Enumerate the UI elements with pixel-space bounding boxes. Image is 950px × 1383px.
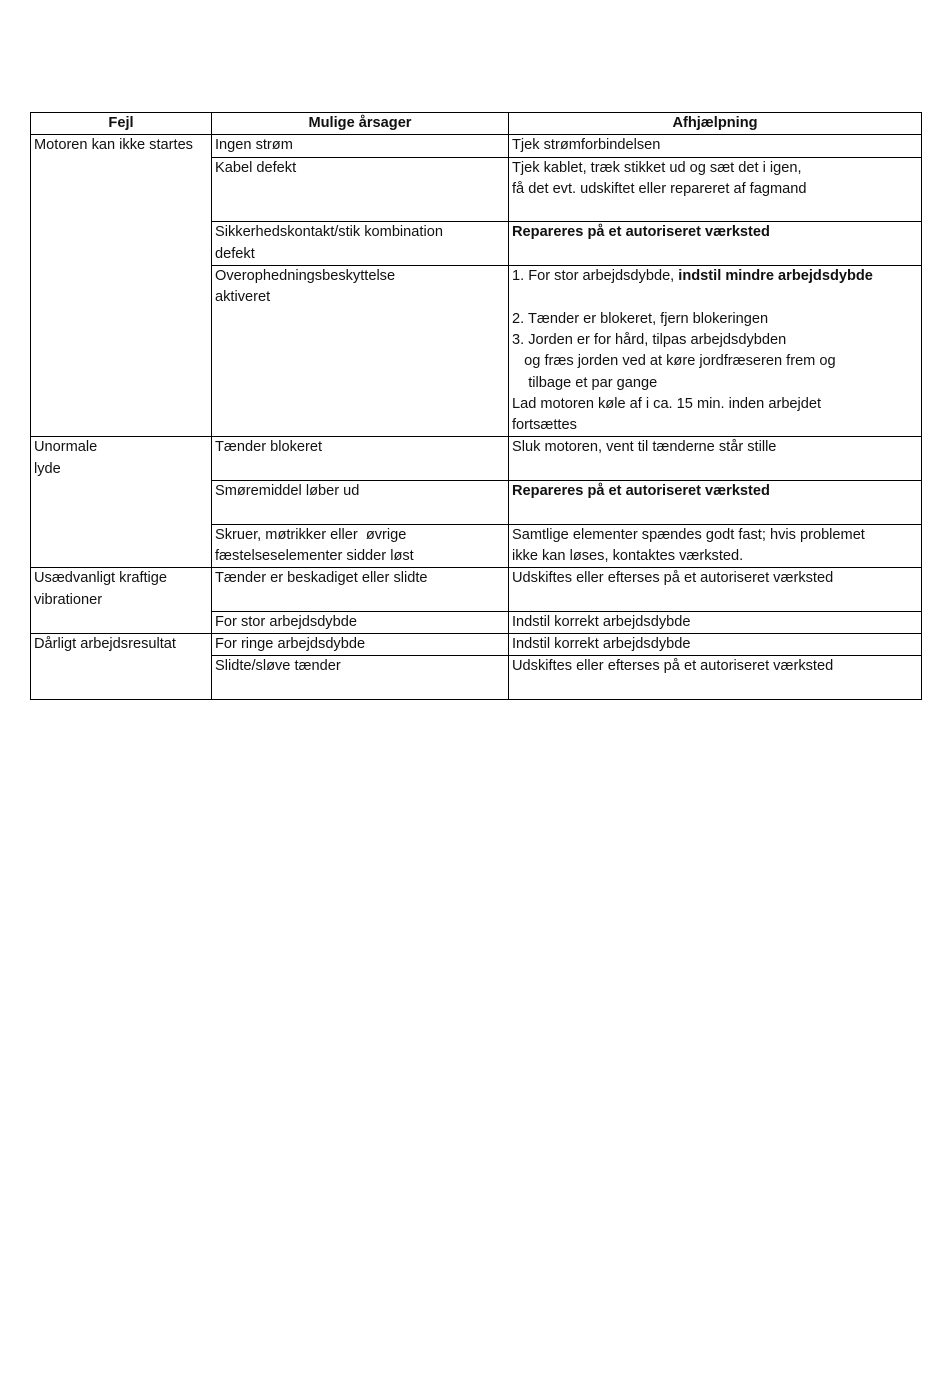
cause-text: Skruer, møtrikker eller øvrige — [215, 526, 407, 543]
cause-cell — [212, 611, 509, 633]
cause-text: For stor arbejdsdybde — [215, 613, 357, 630]
remedy-line — [512, 135, 918, 156]
header-fault: Fejl — [31, 113, 212, 135]
remedy-text: ikke kan løses, kontaktes værksted. — [512, 547, 744, 564]
remedy-text: tilbage et par gange — [512, 374, 658, 391]
cause-cell — [212, 437, 509, 481]
cause-text: Overophedningsbeskyttelse — [215, 268, 396, 285]
header-row — [31, 113, 922, 135]
remedy-cell — [509, 135, 922, 157]
blank-line — [512, 287, 918, 308]
fault-cell — [31, 634, 212, 700]
remedy-text: og fræs jorden ved at køre jordfræseren frem og — [512, 353, 836, 370]
remedy-text: 3. Jorden er for hård, tilpas arbejdsdybden — [512, 331, 787, 348]
remedy-line — [512, 373, 918, 394]
fault-text: Usædvanligt kraftige — [34, 570, 168, 587]
remedy-line — [512, 330, 918, 351]
remedy-text-bold: indstil mindre arbejdsdybde — [678, 268, 873, 285]
cause-cell — [212, 222, 509, 266]
remedy-cell — [509, 222, 922, 266]
remedy-line — [512, 612, 918, 633]
remedy-cell — [509, 481, 922, 525]
remedy-text: Samtlige elementer spændes godt fast; hvis problemet — [512, 526, 865, 543]
cause-text: Ingen strøm — [215, 137, 293, 154]
remedy-text: Tjek strømforbindelsen — [512, 137, 661, 154]
cause-cell — [212, 634, 509, 656]
cause-cell — [212, 481, 509, 525]
cause-text: Tænder blokeret — [215, 439, 323, 456]
table-row — [31, 135, 922, 157]
remedy-line — [512, 394, 918, 415]
cause-cell — [212, 524, 509, 568]
remedy-text: Indstil korrekt arbejdsdybde — [512, 636, 691, 653]
cause-text: Tænder er beskadiget eller slidte — [215, 570, 428, 587]
table-header — [31, 113, 922, 135]
fault-text: lyde — [34, 460, 61, 477]
fault-text: vibrationer — [34, 591, 103, 608]
cause-text: Kabel defekt — [215, 159, 297, 176]
remedy-text: Tjek kablet, træk stikket ud og sæt det i igen, — [512, 159, 802, 176]
header-remedy: Afhjælpning — [509, 113, 922, 135]
cause-text: defekt — [215, 245, 255, 262]
remedy-cell — [509, 266, 922, 437]
remedy-cell — [509, 634, 922, 656]
remedy-cell — [509, 611, 922, 633]
table-row — [31, 634, 922, 656]
header-causes: Mulige årsager — [212, 113, 509, 135]
remedy-text: Indstil korrekt arbejdsdybde — [512, 613, 691, 630]
remedy-text: Udskiftes eller efterses på et autoriseret værksted — [512, 658, 834, 675]
remedy-line — [512, 634, 918, 655]
remedy-line — [512, 351, 918, 372]
cause-text: For ringe arbejdsdybde — [215, 636, 366, 653]
troubleshooting-table — [30, 112, 922, 700]
remedy-line — [512, 437, 918, 458]
fault-cell — [31, 437, 212, 568]
remedy-cell — [509, 524, 922, 568]
remedy-cell — [509, 568, 922, 612]
remedy-text-bold: Repareres på et autoriseret værksted — [512, 224, 770, 241]
remedy-line — [512, 266, 918, 287]
cause-text: aktiveret — [215, 289, 271, 306]
fault-cell — [31, 135, 212, 437]
remedy-cell — [509, 157, 922, 222]
remedy-text: 2. Tænder er blokeret, fjern blokeringen — [512, 310, 769, 327]
fault-text: Unormale — [34, 439, 98, 456]
remedy-text: fortsættes — [512, 417, 577, 434]
remedy-line — [512, 546, 918, 567]
table-row — [31, 568, 922, 612]
remedy-line — [512, 309, 918, 330]
cause-cell — [212, 568, 509, 612]
remedy-line — [512, 415, 918, 436]
cause-text: Sikkerhedskontakt/stik kombination — [215, 224, 443, 241]
remedy-text: 1. For stor arbejdsdybde, — [512, 268, 679, 285]
table-row — [31, 437, 922, 481]
remedy-line — [512, 525, 918, 546]
cause-text: Slidte/sløve tænder — [215, 658, 341, 675]
cause-cell — [212, 266, 509, 437]
remedy-text: Lad motoren køle af i ca. 15 min. inden arbejdet — [512, 395, 822, 412]
remedy-line — [512, 158, 918, 179]
remedy-cell — [509, 437, 922, 481]
remedy-line — [512, 568, 918, 589]
remedy-line — [512, 656, 918, 677]
cause-text: fæstelseselementer sidder løst — [215, 547, 414, 564]
cause-cell — [212, 135, 509, 157]
remedy-cell — [509, 656, 922, 700]
remedy-line — [512, 481, 918, 502]
table-body — [31, 135, 922, 700]
cause-cell — [212, 656, 509, 700]
fault-text: Motoren kan ikke startes — [34, 137, 193, 154]
remedy-text: få det evt. udskiftet eller repareret af fagmand — [512, 180, 807, 197]
cause-text: Smøremiddel løber ud — [215, 483, 360, 500]
remedy-text-bold: Repareres på et autoriseret værksted — [512, 483, 770, 500]
remedy-text: Sluk motoren, vent til tænderne står stille — [512, 439, 777, 456]
remedy-line — [512, 222, 918, 243]
remedy-text: Udskiftes eller efterses på et autoriseret værksted — [512, 570, 834, 587]
fault-text: Dårligt arbejdsresultat — [34, 636, 176, 653]
remedy-line — [512, 179, 918, 200]
cause-cell — [212, 157, 509, 222]
fault-cell — [31, 568, 212, 634]
